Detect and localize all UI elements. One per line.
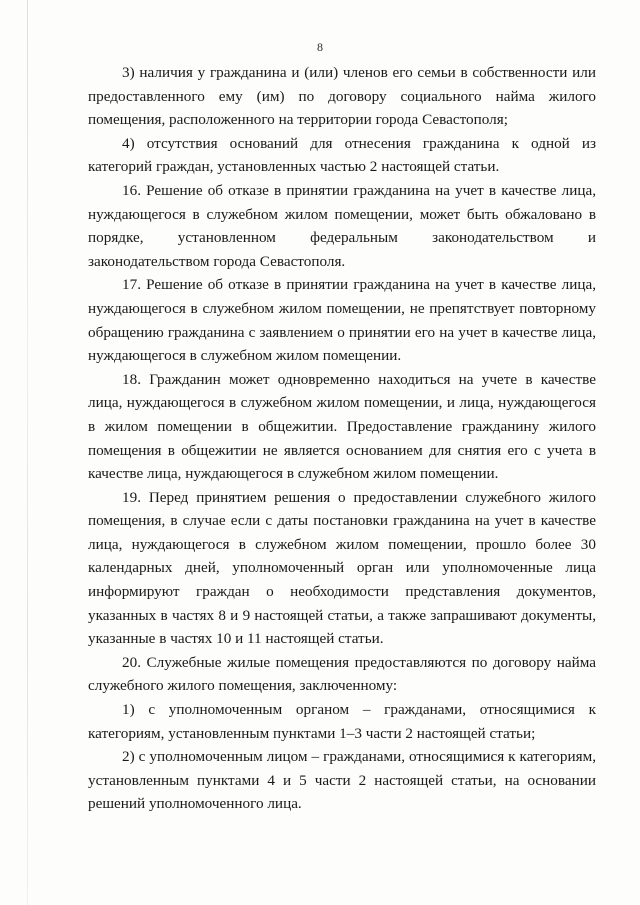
paragraph-item-3: 3) наличия у гражданина и (или) членов его семьи в собственности или предоставленного ему (им) по договору социального найма жилого помещения, расположенного на территории города Севастополя;	[88, 64, 596, 129]
paragraph-20-item-1: 1) с уполномоченным органом – гражданами, относящимися к категориям, установленным пунктами 1–3 части 2 настоящей статьи;	[88, 701, 596, 742]
scan-edge-line	[27, 0, 28, 905]
paragraph-18: 18. Гражданин может одновременно находиться на учете в качестве лица, нуждающегося в служебном жилом помещении, и лица, нуждающегося в жилом помещении в общежитии. Предоставление гражданину жилого помещения в общежитии не является основанием для снятия его с учета в качестве лица, нуждающегося в служебном жилом помещении.	[88, 370, 596, 483]
paragraph-20-item-2: 2) с уполномоченным лицом – гражданами, относящимися к категориям, установленным пунктами 4 и 5 части 2 настоящей статьи, на основании решений уполномоченного лица.	[88, 748, 596, 813]
paragraph-item-4: 4) отсутствия оснований для отнесения гражданина к одной из категорий граждан, установленных частью 2 настоящей статьи.	[88, 134, 596, 176]
paragraph-17: 17. Решение об отказе в принятии гражданина на учет в качестве лица, нуждающегося в служебном жилом помещении, не препятствует повторному обращению гражданина с заявлением о принятии его на учет в качестве лица, нуждающегося в служебном жилом помещении.	[88, 276, 596, 365]
document-body	[88, 61, 596, 816]
paragraph-19: 19. Перед принятием решения о предоставлении служебного жилого помещения, в случае если с даты постановки гражданина на учет в качестве лица, нуждающегося в служебном жилом помещении, прошло более 30 календарных дней, уполномоченный орган или уполномоченные лица информируют граждан о необходимости представления документов, указанных в частях 8 и 9 настоящей статьи, а также запрашивают документы, указанные в частях 10 и 11 настоящей статьи.	[88, 488, 596, 648]
paragraph-20: 20. Служебные жилые помещения предоставляются по договору найма служебного жилого помещения, заключенному:	[88, 653, 596, 695]
paragraph-16: 16. Решение об отказе в принятии гражданина на учет в качестве лица, нуждающегося в служебном жилом помещении, может быть обжаловано в порядке, установленном федеральным законодательством и законодательством города Севастополя.	[88, 181, 596, 270]
page-number: 8	[317, 40, 323, 54]
